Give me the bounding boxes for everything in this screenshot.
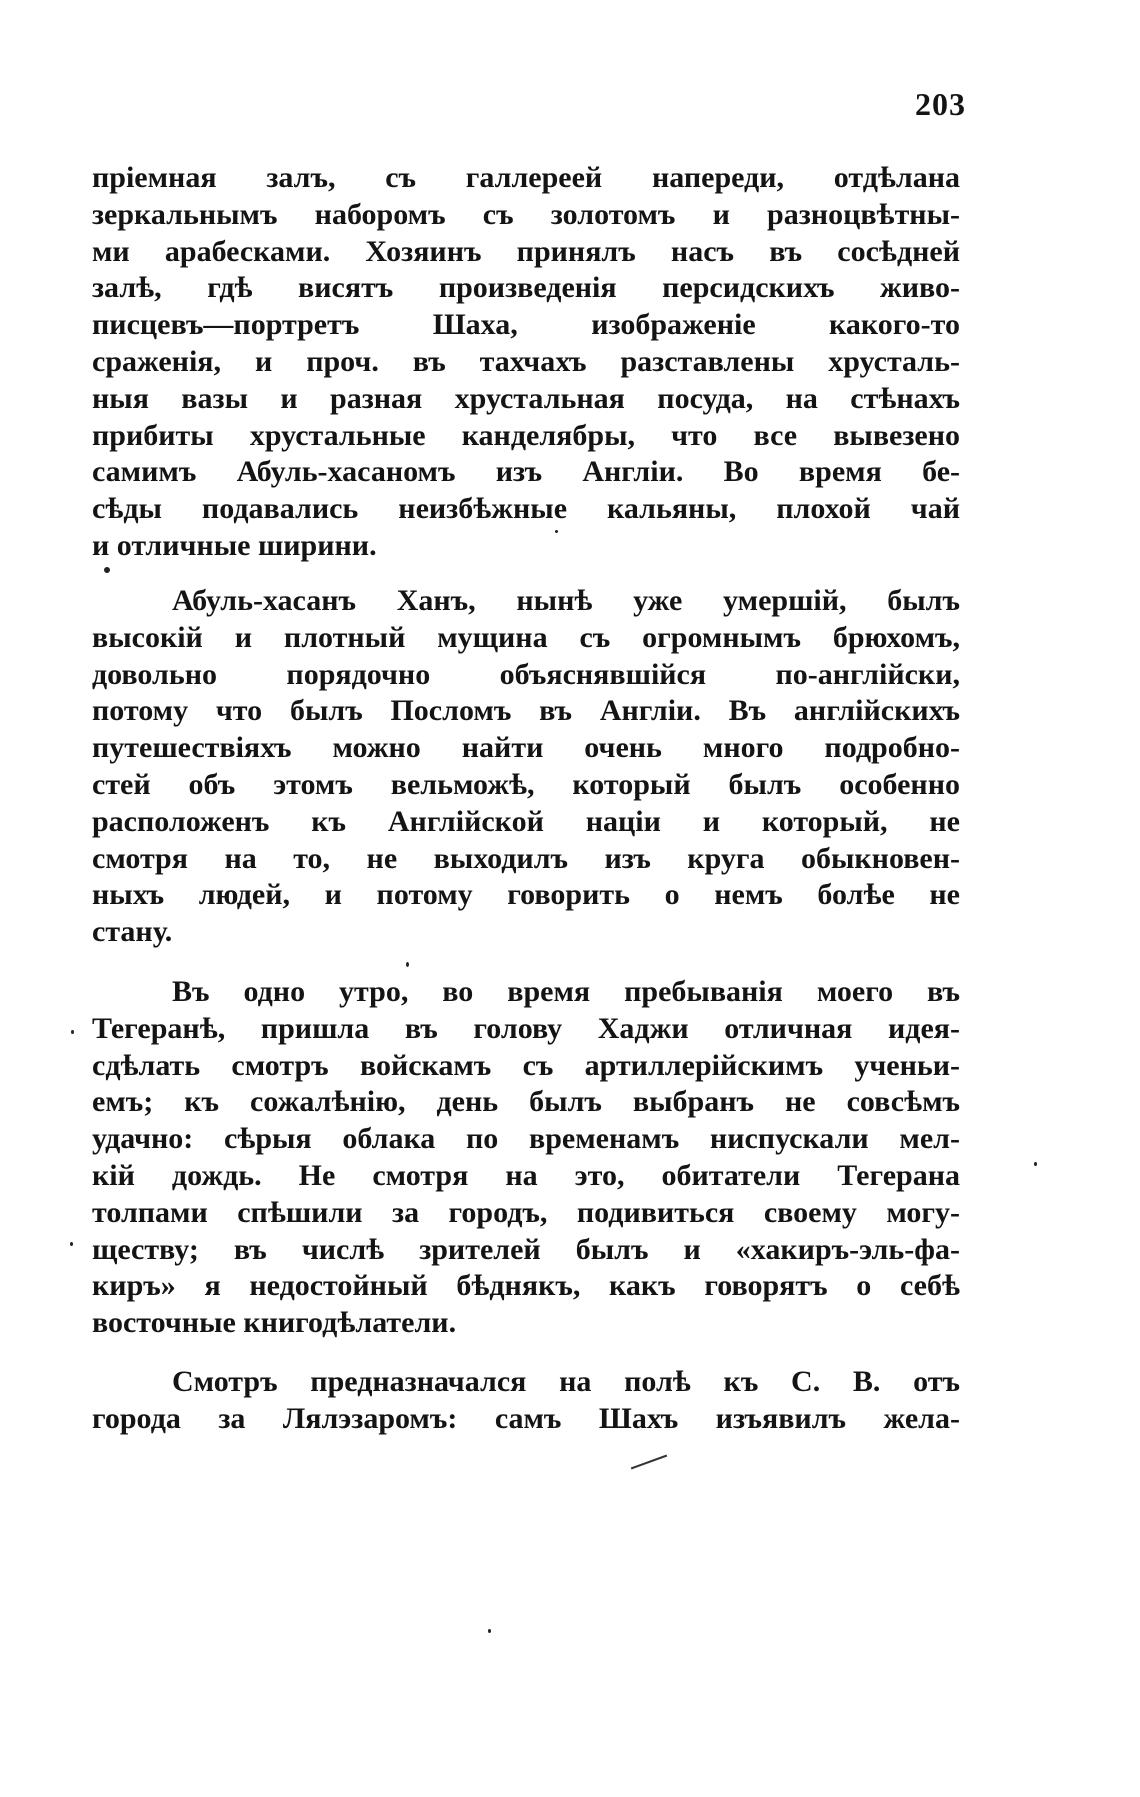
scan-speck — [488, 1629, 491, 1633]
paragraph-3 — [92, 974, 960, 1342]
text-line: Абуль-хасанъ Ханъ, нынѣ уже умершій, былъ — [172, 584, 960, 617]
text-line: потому что былъ Посломъ въ Англіи. Въ англійскихъ — [92, 694, 960, 728]
scan-speck — [406, 962, 409, 967]
paragraph-4 — [92, 1364, 960, 1438]
text-line: довольно порядочно объяснявшійся по-англійски, — [92, 657, 960, 691]
page-number: 203 — [915, 86, 966, 122]
text-line: Смотръ предназначался на полѣ къ С. В. отъ — [172, 1365, 960, 1398]
text-line: зеркальнымъ наборомъ съ золотомъ и разноцвѣтны- — [92, 197, 960, 231]
text-line: высокій и плотный мущина съ огромнымъ брюхомъ, — [92, 620, 960, 654]
text-line: смотря на то, не выходилъ изъ круга обыкновен- — [92, 841, 960, 875]
scan-speck — [104, 567, 110, 573]
scan-speck — [70, 1242, 73, 1246]
text-line: сдѣлать смотръ войскамъ съ артиллерійскимъ ученьи- — [92, 1048, 960, 1082]
text-line: ныхъ людей, и потому говорить о немъ болѣе не — [92, 878, 960, 912]
text-line: залѣ, гдѣ висятъ произведенія персидскихъ живо- — [92, 271, 960, 305]
text-line: сѣды подавались неизбѣжные кальяны, плохой чай — [92, 492, 960, 526]
text-line: и отличные ширини. — [92, 528, 377, 562]
paragraph-1 — [92, 160, 960, 565]
text-line: толпами спѣшили за городъ, подивиться своему могу- — [92, 1195, 960, 1229]
text-line: прибиты хрустальные канделябры, что все вывезено — [92, 418, 960, 452]
text-line: удачно: сѣрыя облака по временамъ ниспускали мел- — [92, 1122, 960, 1156]
scan-stroke — [631, 1455, 667, 1470]
text-line: пріемная залъ, съ галлереей напереди, отдѣлана — [92, 161, 960, 194]
text-line: писцевъ—портретъ Шаха, изображеніе какого-то — [92, 308, 960, 342]
paragraph-2 — [92, 583, 960, 951]
scan-speck — [1034, 1162, 1037, 1166]
text-line: города за Лялэзаромъ: самъ Шахъ изъявилъ жела- — [92, 1401, 960, 1435]
text-line: сраженія, и проч. въ тахчахъ разставлены хрусталь- — [92, 344, 960, 378]
text-line: киръ» я недостойный бѣднякъ, какъ говорятъ о себѣ — [92, 1269, 960, 1303]
text-line: стану. — [92, 915, 173, 949]
text-line: Въ одно утро, во время пребыванія моего въ — [172, 975, 960, 1008]
text-line: емъ; къ сожалѣнію, день былъ выбранъ не совсѣмъ — [92, 1085, 960, 1119]
text-line: Тегеранѣ, пришла въ голову Хаджи отличная идея- — [92, 1011, 960, 1045]
text-line: расположенъ къ Англійской націи и который, не — [92, 804, 960, 838]
scan-speck — [555, 530, 558, 533]
text-line: восточные книгодѣлатели. — [92, 1306, 457, 1340]
text-line: стей объ этомъ вельможѣ, который былъ особенно — [92, 767, 960, 801]
text-line: ществу; въ числѣ зрителей былъ и «хакиръ-эль-фа- — [92, 1232, 960, 1266]
text-line: ныя вазы и разная хрустальная посуда, на стѣнахъ — [92, 381, 960, 415]
text-line: кій дождь. Не смотря на это, обитатели Тегерана — [92, 1158, 960, 1192]
text-line: путешествіяхъ можно найти очень много подробно- — [92, 731, 960, 765]
text-line: ми арабесками. Хозяинъ принялъ насъ въ сосѣдней — [92, 234, 960, 268]
scan-speck — [71, 1030, 74, 1034]
text-line: самимъ Абуль-хасаномъ изъ Англіи. Во время бе- — [92, 455, 960, 489]
